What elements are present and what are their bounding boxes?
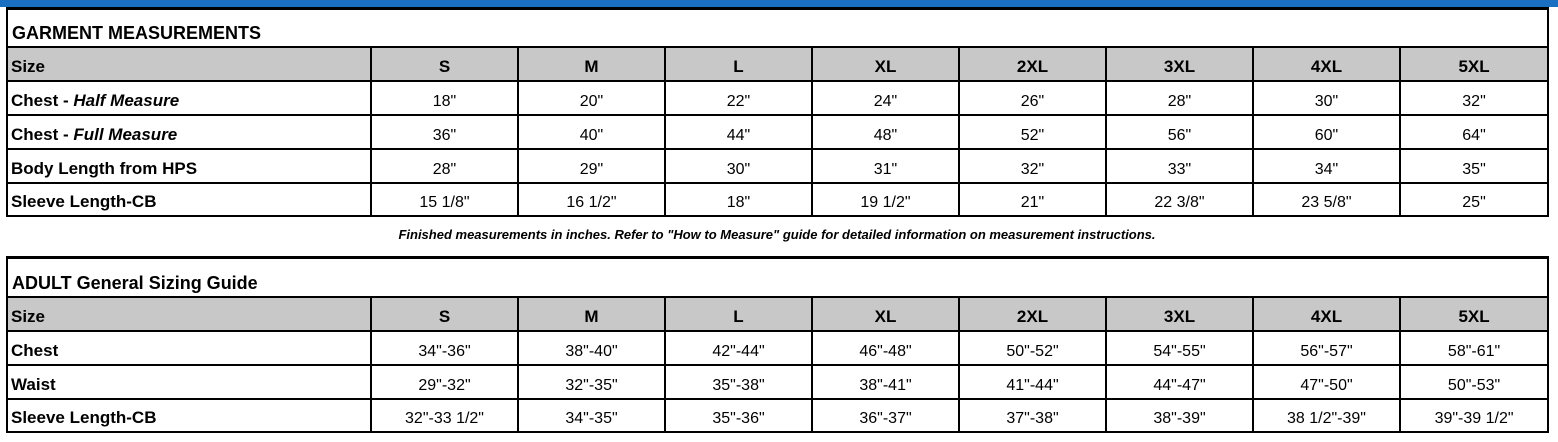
table-cell: 23 5/8" [1253, 183, 1400, 216]
adult-size-5xl: 5XL [1400, 297, 1548, 331]
table-cell: 30" [665, 149, 812, 183]
table-cell: 16 1/2" [518, 183, 665, 216]
table-cell: 37"-38" [959, 399, 1106, 432]
table-cell: 31" [812, 149, 959, 183]
table-cell: 35"-36" [665, 399, 812, 432]
adult-table-title: ADULT General Sizing Guide [7, 258, 1548, 297]
garment-size-2xl: 2XL [959, 47, 1106, 81]
table-cell: 34" [1253, 149, 1400, 183]
table-cell: 38 1/2"-39" [1253, 399, 1400, 432]
table-cell: 25" [1400, 183, 1548, 216]
row-label-chest: Chest [7, 331, 371, 365]
table-cell: 56" [1106, 115, 1253, 149]
table-cell: 20" [518, 81, 665, 115]
table-row [7, 399, 1548, 432]
table-cell: 46"-48" [812, 331, 959, 365]
adult-size-s: S [371, 297, 518, 331]
table-row [7, 115, 1548, 149]
table-cell: 19 1/2" [812, 183, 959, 216]
row-label-sleeve-length: Sleeve Length-CB [7, 399, 371, 432]
row-label-emphasis: Full Measure [73, 124, 178, 144]
row-label-chest-half [7, 81, 371, 115]
garment-table-title: GARMENT MEASUREMENTS [7, 9, 1548, 47]
table-cell: 39"-39 1/2" [1400, 399, 1548, 432]
table-cell: 32"-33 1/2" [371, 399, 518, 432]
table-cell: 42"-44" [665, 331, 812, 365]
table-cell: 36"-37" [812, 399, 959, 432]
table-row [7, 81, 1548, 115]
measurement-note: Finished measurements in inches. Refer to "How to Measure" guide for detailed information on measurement instructions. [398, 227, 1156, 242]
table-cell: 32" [959, 149, 1106, 183]
table-cell: 47"-50" [1253, 365, 1400, 399]
table-cell: 38"-40" [518, 331, 665, 365]
garment-size-label: Size [7, 47, 371, 81]
row-label-waist: Waist [7, 365, 371, 399]
garment-measurements-table [6, 7, 1549, 217]
adult-size-l: L [665, 297, 812, 331]
table-cell: 38"-39" [1106, 399, 1253, 432]
garment-size-5xl: 5XL [1400, 47, 1548, 81]
garment-size-header-row [7, 47, 1548, 81]
garment-size-s: S [371, 47, 518, 81]
table-cell: 44"-47" [1106, 365, 1253, 399]
garment-size-4xl: 4XL [1253, 47, 1400, 81]
table-cell: 54"-55" [1106, 331, 1253, 365]
garment-size-l: L [665, 47, 812, 81]
table-cell: 56"-57" [1253, 331, 1400, 365]
table-cell: 29" [518, 149, 665, 183]
table-cell: 32"-35" [518, 365, 665, 399]
row-label-text: Chest - [11, 90, 74, 110]
table-cell: 38"-41" [812, 365, 959, 399]
table-cell: 64" [1400, 115, 1548, 149]
table-cell: 34"-35" [518, 399, 665, 432]
table-cell: 22 3/8" [1106, 183, 1253, 216]
row-label-chest-full [7, 115, 371, 149]
adult-sizing-guide-table [6, 256, 1549, 433]
table-cell: 52" [959, 115, 1106, 149]
table-cell: 18" [665, 183, 812, 216]
table-row [7, 365, 1548, 399]
table-cell: 50"-53" [1400, 365, 1548, 399]
table-row [7, 149, 1548, 183]
table-cell: 18" [371, 81, 518, 115]
table-cell: 33" [1106, 149, 1253, 183]
table-cell: 50"-52" [959, 331, 1106, 365]
table-cell: 58"-61" [1400, 331, 1548, 365]
adult-size-xl: XL [812, 297, 959, 331]
adult-size-header-row [7, 297, 1548, 331]
table-row [7, 183, 1548, 216]
garment-size-3xl: 3XL [1106, 47, 1253, 81]
adult-size-label: Size [7, 297, 371, 331]
table-cell: 35"-38" [665, 365, 812, 399]
table-cell: 32" [1400, 81, 1548, 115]
table-cell: 41"-44" [959, 365, 1106, 399]
table-cell: 60" [1253, 115, 1400, 149]
adult-size-m: M [518, 297, 665, 331]
table-row [7, 331, 1548, 365]
garment-size-m: M [518, 47, 665, 81]
table-cell: 36" [371, 115, 518, 149]
adult-size-4xl: 4XL [1253, 297, 1400, 331]
table-cell: 21" [959, 183, 1106, 216]
row-label-sleeve-length: Sleeve Length-CB [7, 183, 371, 216]
row-label-emphasis: Half Measure [73, 90, 180, 110]
table-cell: 26" [959, 81, 1106, 115]
table-cell: 48" [812, 115, 959, 149]
table-cell: 28" [1106, 81, 1253, 115]
table-cell: 22" [665, 81, 812, 115]
table-cell: 28" [371, 149, 518, 183]
table-cell: 40" [518, 115, 665, 149]
garment-size-xl: XL [812, 47, 959, 81]
row-label-body-length: Body Length from HPS [7, 149, 371, 183]
adult-size-2xl: 2XL [959, 297, 1106, 331]
table-cell: 34"-36" [371, 331, 518, 365]
table-cell: 44" [665, 115, 812, 149]
table-cell: 35" [1400, 149, 1548, 183]
row-label-text: Chest - [11, 124, 74, 144]
adult-size-3xl: 3XL [1106, 297, 1253, 331]
table-cell: 24" [812, 81, 959, 115]
table-cell: 15 1/8" [371, 183, 518, 216]
table-cell: 30" [1253, 81, 1400, 115]
table-cell: 29"-32" [371, 365, 518, 399]
top-accent-bar [0, 0, 1558, 7]
